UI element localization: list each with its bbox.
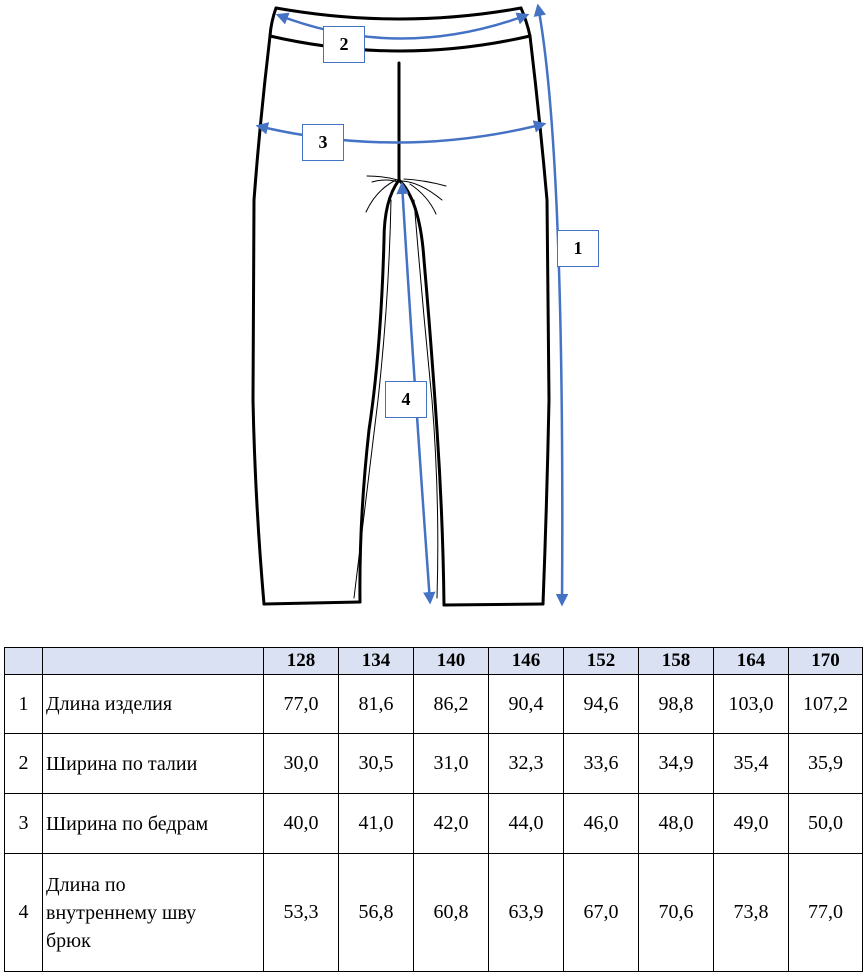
value-cell: 94,6 [564, 675, 639, 734]
value-cell: 40,0 [264, 794, 339, 854]
value-cell: 63,9 [489, 854, 564, 972]
header-size-158: 158 [639, 648, 714, 675]
header-size-170: 170 [789, 648, 863, 675]
value-cell: 42,0 [414, 794, 489, 854]
callout-3: 3 [302, 124, 344, 161]
row-index: 4 [5, 854, 43, 972]
measurement-name [43, 854, 264, 972]
row-index: 3 [5, 794, 43, 854]
waistband-left-end [270, 8, 276, 36]
value-cell: 90,4 [489, 675, 564, 734]
value-cell: 30,5 [339, 734, 414, 794]
callout-2: 2 [323, 26, 365, 63]
value-cell: 60,8 [414, 854, 489, 972]
value-cell: 67,0 [564, 854, 639, 972]
value-cell: 35,9 [789, 734, 863, 794]
value-cell: 49,0 [714, 794, 789, 854]
arrow-1-length [538, 6, 562, 604]
callout-4: 4 [385, 381, 427, 418]
header-size-152: 152 [564, 648, 639, 675]
table-row [5, 854, 863, 972]
value-cell: 34,9 [639, 734, 714, 794]
size-table [4, 647, 863, 972]
value-cell: 32,3 [489, 734, 564, 794]
table-row [5, 675, 863, 734]
value-cell: 103,0 [714, 675, 789, 734]
crotch-wrinkle [372, 180, 398, 182]
table-header-row [5, 648, 863, 675]
value-cell: 98,8 [639, 675, 714, 734]
measurement-name: Длина изделия [43, 675, 264, 734]
waistband-right-end [521, 8, 530, 36]
value-cell: 46,0 [564, 794, 639, 854]
value-cell: 86,2 [414, 675, 489, 734]
measurement-name: Ширина по талии [43, 734, 264, 794]
value-cell: 35,4 [714, 734, 789, 794]
value-cell: 77,0 [789, 854, 863, 972]
outer-left-seam [253, 36, 270, 604]
value-cell: 30,0 [264, 734, 339, 794]
value-cell: 77,0 [264, 675, 339, 734]
waistband-top [276, 8, 521, 19]
measurement-name: Ширина по бедрам [43, 794, 264, 854]
measurement-name-line: Длина по [46, 873, 126, 896]
value-cell: 70,6 [639, 854, 714, 972]
value-cell: 44,0 [489, 794, 564, 854]
value-cell: 50,0 [789, 794, 863, 854]
table-row [5, 794, 863, 854]
value-cell: 33,6 [564, 734, 639, 794]
header-size-128: 128 [264, 648, 339, 675]
value-cell: 107,2 [789, 675, 863, 734]
crotch-wrinkle [410, 184, 436, 214]
header-cell [43, 648, 264, 675]
measurement-name-line: внутреннему шву [46, 901, 197, 924]
value-cell: 73,8 [714, 854, 789, 972]
left-hem [264, 602, 360, 604]
value-cell: 31,0 [414, 734, 489, 794]
table-row [5, 734, 863, 794]
header-size-134: 134 [339, 648, 414, 675]
value-cell: 53,3 [264, 854, 339, 972]
header-size-146: 146 [489, 648, 564, 675]
header-cell [5, 648, 43, 675]
value-cell: 48,0 [639, 794, 714, 854]
outer-right-seam [530, 36, 549, 604]
row-index: 1 [5, 675, 43, 734]
callout-1: 1 [557, 230, 599, 267]
measurement-name-line: брюк [46, 929, 91, 952]
header-size-164: 164 [714, 648, 789, 675]
value-cell: 56,8 [339, 854, 414, 972]
header-size-140: 140 [414, 648, 489, 675]
row-index: 2 [5, 734, 43, 794]
value-cell: 81,6 [339, 675, 414, 734]
arrow-3-hip [258, 124, 544, 143]
crotch-wrinkle [367, 176, 398, 180]
value-cell: 41,0 [339, 794, 414, 854]
right-hem [444, 604, 543, 605]
